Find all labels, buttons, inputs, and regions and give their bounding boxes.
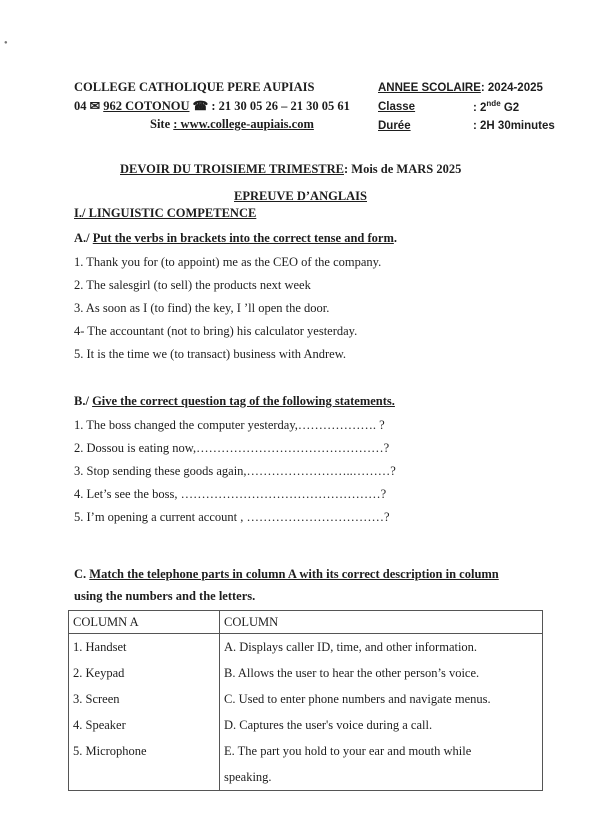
envelope-icon: ✉ <box>89 99 101 113</box>
school-year-value: : 2024-2025 <box>480 82 543 94</box>
duration-label: Durée <box>378 120 411 132</box>
table-row <box>69 764 543 791</box>
address-city: 962 COTONOU <box>103 99 190 113</box>
part-cell: 4. Speaker <box>69 712 220 738</box>
exam-month: : Mois de MARS 2025 <box>344 162 462 176</box>
section-c-title: C. Match the telephone parts in column A with its correct description in column <box>74 567 499 581</box>
section-b-item-1: 1. The boss changed the computer yesterday,………………. ? <box>74 418 385 432</box>
description-cell: A. Displays caller ID, time, and other information. <box>220 634 543 661</box>
description-cell: E. The part you hold to your ear and mouth while <box>220 738 543 764</box>
matching-table <box>68 610 543 791</box>
exam-title-line <box>120 162 461 177</box>
section-b-item-2: 2. Dossou is eating now,………………………………………? <box>74 441 390 455</box>
table-row <box>69 686 543 712</box>
table-row <box>69 712 543 738</box>
duration-value: : 2H 30minutes <box>473 120 555 132</box>
school-year-line <box>378 82 543 94</box>
exam-subject: EPREUVE D’ANGLAIS <box>234 189 368 203</box>
description-cell: speaking. <box>220 764 543 791</box>
description-cell: B. Allows the user to hear the other person’s voice. <box>220 660 543 686</box>
school-year-label: ANNEE SCOLAIRE <box>378 82 481 94</box>
school-site-line <box>150 117 314 132</box>
part-cell: 3. Screen <box>69 686 220 712</box>
section-a-item-3: 3. As soon as I (to find) the key, I ’ll open the door. <box>74 301 330 315</box>
address-prefix: 04 <box>74 99 87 113</box>
table-row <box>69 660 543 686</box>
column-a-header: COLUMN A <box>69 611 220 634</box>
part-cell: 1. Handset <box>69 634 220 661</box>
part-cell <box>69 764 220 791</box>
class-label: Classe <box>378 101 416 113</box>
section-a-title: A./ Put the verbs in brackets into the correct tense and form. <box>74 231 397 245</box>
phone-numbers: : 21 30 05 26 – 21 30 05 61 <box>211 99 350 113</box>
site-label: Site <box>150 117 171 131</box>
section-b-item-5: 5. I’m opening a current account , ……………………………? <box>74 510 390 524</box>
description-cell: C. Used to enter phone numbers and navigate menus. <box>220 686 543 712</box>
section-a-item-1: 1. Thank you for (to appoint) me as the CEO of the company. <box>74 255 382 269</box>
table-row <box>69 634 543 661</box>
site-url: : www.college-aupiais.com <box>173 117 314 131</box>
school-address-line <box>74 98 350 114</box>
scan-speck: ● <box>4 40 8 46</box>
section-c-title-line2: using the numbers and the letters. <box>74 589 256 603</box>
section-a-item-5: 5. It is the time we (to transact) business with Andrew. <box>74 347 347 361</box>
section-b-title: B./ Give the correct question tag of the following statements. <box>74 394 395 408</box>
section-a-item-4: 4- The accountant (not to bring) his calculator yesterday. <box>74 324 358 338</box>
school-name: COLLEGE CATHOLIQUE PERE AUPIAIS <box>74 80 315 94</box>
section-b-item-3: 3. Stop sending these goods again,……………………..………? <box>74 464 396 478</box>
part-cell: 5. Microphone <box>69 738 220 764</box>
description-cell: D. Captures the user's voice during a call. <box>220 712 543 738</box>
table-row <box>69 738 543 764</box>
class-value: : 2nde G2 <box>473 99 520 114</box>
section-b-item-4: 4. Let’s see the boss, …………………………………………? <box>74 487 387 501</box>
table-header-row <box>69 611 543 634</box>
section-a-item-2: 2. The salesgirl (to sell) the products next week <box>74 278 311 292</box>
column-b-header: COLUMN <box>220 611 543 634</box>
part1-title: I./ LINGUISTIC COMPETENCE <box>74 206 257 220</box>
exam-title: DEVOIR DU TROISIEME TRIMESTRE <box>120 162 344 176</box>
phone-icon: ☎ <box>192 99 209 113</box>
part-cell: 2. Keypad <box>69 660 220 686</box>
